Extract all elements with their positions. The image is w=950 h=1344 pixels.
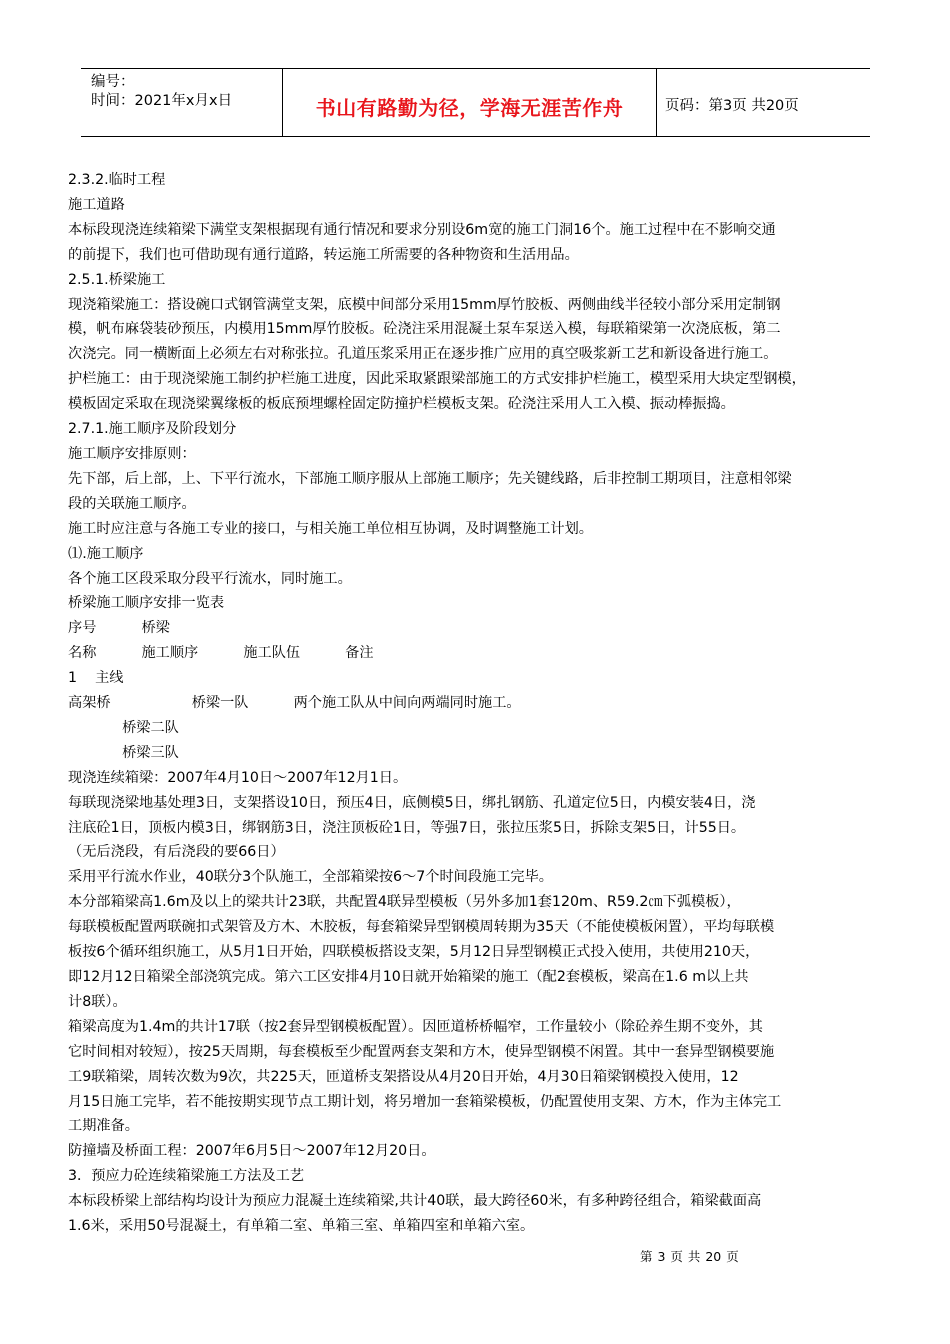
text-line: 本分部箱梁高1.6m及以上的梁共计23联，共配置4联异型模板（另外多加1套120m、R59.2㎝下弧模板）， (68, 894, 741, 911)
text-line: 2.3.2.临时工程 (68, 172, 166, 188)
page-header (81, 68, 870, 137)
text-line: 注底砼1日，顶板内模3日，绑钢筋3日，浇注顶板砼1日，等强7日，张拉压浆5日，拆除支架5日，计55日。 (68, 819, 746, 836)
text-line: 工期准备。 (68, 1118, 139, 1135)
text-line: 箱梁高度为1.4m的共计17联（按2套异型钢模板配置）。因匝道桥桥幅窄，工作量较小（除砼养生期不变外，其 (68, 1018, 763, 1035)
text-line: 护栏施工：由于现浇梁施工制约护栏施工进度，因此采取紧跟梁部施工的方式安排护栏施工，模型采用大块定型钢模， (68, 371, 806, 388)
text-line: 模，帆布麻袋装砂预压，内模用15mm厚竹胶板。砼浇注采用混凝土泵车泵送入模，每联箱梁第一次浇底板，第二 (68, 321, 781, 338)
table-line: 桥梁二队 (68, 719, 179, 736)
text-line: 月15日施工完毕，若不能按期实现节点工期计划，将另增加一套箱梁模板，仍配置使用支架、方木，作为主体完工 (68, 1093, 782, 1110)
serial-label: 编号： (91, 74, 135, 90)
document-body (68, 168, 888, 1239)
text-line: 即12月12日箱梁全部浇筑完成。第六工区安排4月10日就开始箱梁的施工（配2套模板，梁高在1.6 m以上共 (68, 969, 749, 985)
text-line: 各个施工区段采取分段平行流水，同时施工。 (68, 570, 352, 587)
table-line: 序号 桥梁 (68, 620, 170, 637)
text-line: 2.7.1.施工顺序及阶段划分 (68, 421, 237, 438)
text-line: 每联现浇梁地基处理3日，支架搭设10日，预压4日，底侧模5日，绑扎钢筋、孔道定位5日，内模安装4日，浇 (68, 794, 756, 811)
text-line: 模板固定采取在现浇梁翼缘板的板底预埋螺栓固定防撞护栏模板支架。砼浇注采用人工入模、振动棒振捣。 (68, 396, 735, 413)
text-line: 施工顺序安排原则： (68, 445, 196, 462)
text-line: 采用平行流水作业，40联分3个队施工，全部箱梁按6～7个时间段施工完毕。 (68, 869, 553, 886)
text-line: 本标段现浇连续箱梁下满堂支架根据现有通行情况和要求分别设6m宽的施工门洞16个。施工过程中在不影响交通 (68, 221, 776, 238)
text-line: 施工时应注意与各施工专业的接口，与相关施工单位相互协调，及时调整施工计划。 (68, 520, 593, 537)
motto: 书山有路勤为径，学海无涯苦作舟 (315, 96, 624, 120)
text-line: 防撞墙及桥面工程：2007年6月5日～2007年12月20日。 (68, 1143, 436, 1160)
text-line: 的前提下，我们也可借助现有通行道路，转运施工所需要的各种物资和生活用品。 (68, 246, 579, 263)
text-line: 板按6个循环组织施工，从5月1日开始，四联模板搭设支架，5月12日异型钢模正式投入使用，共使用210天， (68, 944, 760, 961)
text-line: （无后浇段，有后浇段的要66日） (68, 844, 285, 861)
time-label: 时间：2021年x月x日 (91, 93, 233, 109)
text-line: 施工道路 (68, 196, 125, 213)
header-meta (91, 73, 232, 111)
text-line: 现浇箱梁施工：搭设碗口式钢管满堂支架，底模中间部分采用15mm厚竹胶板、两侧曲线半径较小部分采用定制钢 (68, 296, 781, 313)
text-line: 次浇完。同一横断面上必须左右对称张拉。孔道压浆采用正在逐步推广应用的真空吸浆新工艺和新设备进行施工。 (68, 346, 778, 363)
text-line: 每联模板配置两联碗扣式架管及方木、木胶板，每套箱梁异型钢模周转期为35天（不能使模板闲置），平均每联模 (68, 919, 775, 936)
text-line: ⑴.施工顺序 (68, 545, 144, 562)
text-line: 现浇连续箱梁：2007年4月10日～2007年12月1日。 (68, 769, 408, 786)
text-line: 本标段桥梁上部结构均设计为预应力混凝土连续箱梁,共计40联，最大跨径60米，有多种跨径组合，箱梁截面高 (68, 1193, 762, 1210)
table-line: 桥梁三队 (68, 744, 179, 761)
text-line: 工9联箱梁，周转次数为9次，共225天，匝道桥支架搭设从4月20日开始，4月30日箱梁钢模投入使用，12 (68, 1068, 739, 1085)
table-line: 1 主线 (68, 670, 124, 687)
text-line: 1.6米，采用50号混凝土，有单箱二室、单箱三室、单箱四室和单箱六室。 (68, 1218, 535, 1235)
text-line: 3．预应力砼连续箱梁施工方法及工艺 (68, 1168, 305, 1185)
text-line: 2.5.1.桥梁施工 (68, 271, 166, 288)
text-line: 它时间相对较短），按25天周期，每套模板至少配置两套支架和方木，使异型钢模不闲置。其中一套异型钢模要施 (68, 1043, 775, 1060)
motto-box (282, 68, 657, 137)
table-line: 名称 施工顺序 施工队伍 备注 (68, 645, 374, 662)
page-footer: 第 3 页 共 20 页 (640, 1249, 739, 1264)
text-line: 段的关联施工顺序。 (68, 495, 196, 512)
text-line: 桥梁施工顺序安排一览表 (68, 595, 225, 612)
text-line: 计8联）。 (68, 993, 127, 1010)
text-line: 先下部，后上部，上、下平行流水，下部施工顺序服从上部施工顺序；先关键线路，后非控制工期项目，注意相邻梁 (68, 470, 792, 487)
page-label: 页码：第3页 共20页 (665, 98, 799, 114)
table-line: 高架桥 桥梁一队 两个施工队从中间向两端同时施工。 (68, 695, 521, 712)
